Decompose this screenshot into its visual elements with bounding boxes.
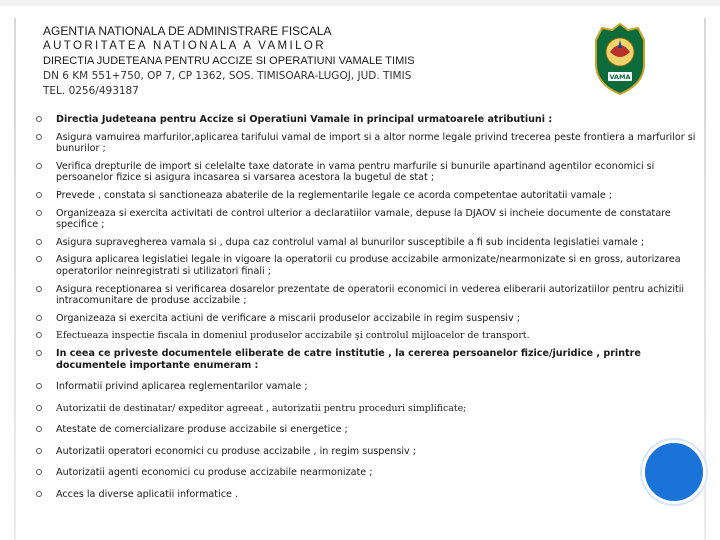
- header-agency: AGENTIA NATIONALA DE ADMINISTRARE FISCALA: [43, 24, 332, 38]
- list-item: [34, 284, 704, 307]
- bullet-icon: [36, 332, 42, 338]
- customs-emblem-icon: [588, 18, 652, 98]
- bullet-icon: [36, 426, 42, 432]
- list-item: [34, 254, 704, 277]
- list-item-text: Autorizatii de destinatar/ expeditor agreeat , autorizatii pentru proceduri simplificate;: [56, 402, 467, 414]
- bullet-icon: [36, 405, 42, 411]
- list-item-text: Efectueaza inspectie fiscala in domeniul produselor accizabile şi controlul mijloacelor de transport.: [56, 330, 530, 342]
- bullet-icon: [36, 383, 42, 389]
- header-directorate: DIRECTIA JUDETEANA PENTRU ACCIZE SI OPERATIUNI VAMALE TIMIS: [43, 55, 415, 67]
- list-item: [34, 424, 704, 436]
- bullet-icon: [36, 134, 42, 140]
- list-item-text: Asigura vamuirea marfurilor,aplicarea tarifului vamal de import si a altor norme legale privind trecerea peste frontiera a marfurilor si bunurilor ;: [56, 131, 696, 155]
- bullet-icon: [36, 448, 42, 454]
- bullet-icon: [36, 163, 42, 169]
- list-item-text: Organizeaza si exercita actiuni de verificare a miscarii produselor accizabile in regim suspensiv ;: [56, 312, 520, 324]
- left-decorative-rule: [14, 18, 16, 540]
- document-header: [43, 24, 583, 99]
- list-item: [34, 190, 704, 202]
- list-item-text: Organizeaza si exercita activitati de control ulterior a declaratiilor vamale, depuse la DJAOV si incheie documente de constatare specifice ;: [56, 207, 671, 231]
- list-item-text: Verifica drepturile de import si celelalte taxe datorate in vama pentru marfurile si bunurile apartinand agentilor economici si persoanelor fizice si asigura incasarea si varsarea acestora la bugetul de stat ;: [56, 160, 655, 184]
- list-item-text: Prevede , constata si sanctioneaza abaterile de la reglementarile legale ce acorda competentae autoritatii vamale ;: [56, 189, 613, 201]
- list-item: [34, 489, 704, 501]
- logo-text: VAMA: [609, 73, 631, 81]
- list-item-text: Asigura receptionarea si verificarea dosarelor prezentate de operatorii economici in vederea eliberarii autorizatiilor pentru achizitii intracomunitare de produse accizabile ;: [56, 283, 685, 307]
- bullet-icon: [36, 210, 42, 216]
- list-item: [34, 114, 704, 126]
- list-item: [34, 313, 704, 325]
- list-item: [34, 381, 704, 393]
- list-item: [34, 208, 704, 231]
- bullet-icon: [36, 239, 42, 245]
- list-item: [34, 132, 704, 155]
- bullet-icon: [36, 256, 42, 262]
- list-item: [34, 467, 704, 479]
- list-item: [34, 446, 704, 458]
- list-item-text: Asigura supravegherea vamala si , dupa caz controlul vamal al bunurilor susceptibile a fi sub incidenta legislatiei vamale ;: [56, 236, 645, 248]
- bullet-icon: [36, 286, 42, 292]
- list-item: [34, 348, 704, 371]
- list-item-text: Directia Judeteana pentru Accize si Operatiuni Vamale in principal urmatoarele atributiuni :: [56, 114, 553, 125]
- list-item: [34, 403, 704, 415]
- list-item: [34, 237, 704, 249]
- bullet-icon: [36, 116, 42, 122]
- header-phone: TEL. 0256/493187: [43, 85, 139, 97]
- list-item-text: Autorizatii agenti economici cu produse accizabile nearmonizate ;: [56, 467, 373, 479]
- list-item: [34, 330, 704, 342]
- bullet-icon: [36, 491, 42, 497]
- bullet-list: [34, 114, 704, 501]
- list-item-text: Informatii privind aplicarea reglementarilor vamale ;: [56, 381, 308, 393]
- header-address: DN 6 KM 551+750, OP 7, CP 1362, SOS. TIMISOARA-LUGOJ, JUD. TIMIS: [43, 70, 412, 82]
- bullet-icon: [36, 350, 42, 356]
- bullet-icon: [36, 315, 42, 321]
- list-item-text: Atestate de comercializare produse accizabile si energetice ;: [56, 424, 348, 436]
- list-item-text: Acces la diverse aplicatii informatice .: [56, 489, 239, 501]
- list-item-text: Autorizatii operatori economici cu produse accizabile , in regim suspensiv ;: [56, 445, 416, 457]
- header-authority: AUTORITATEA NATIONALA A VAMILOR: [43, 40, 326, 52]
- bullet-icon: [36, 469, 42, 475]
- list-item: [34, 161, 704, 184]
- list-item-text: In ceea ce priveste documentele eliberate de catre institutie , la cererea persoanelor fizice/juridice , printre documentele importante enumeram :: [56, 347, 641, 371]
- list-item-text: Asigura aplicarea legislatiei legale in vigoare la operatorii cu produse accizabile armonizate/nearmonizate si en gross, autorizarea operatorilor neinregistrati si utilizatori finali ;: [56, 254, 681, 277]
- decorative-blue-circle: [642, 440, 706, 504]
- top-border: [0, 0, 720, 6]
- bullet-icon: [36, 192, 42, 198]
